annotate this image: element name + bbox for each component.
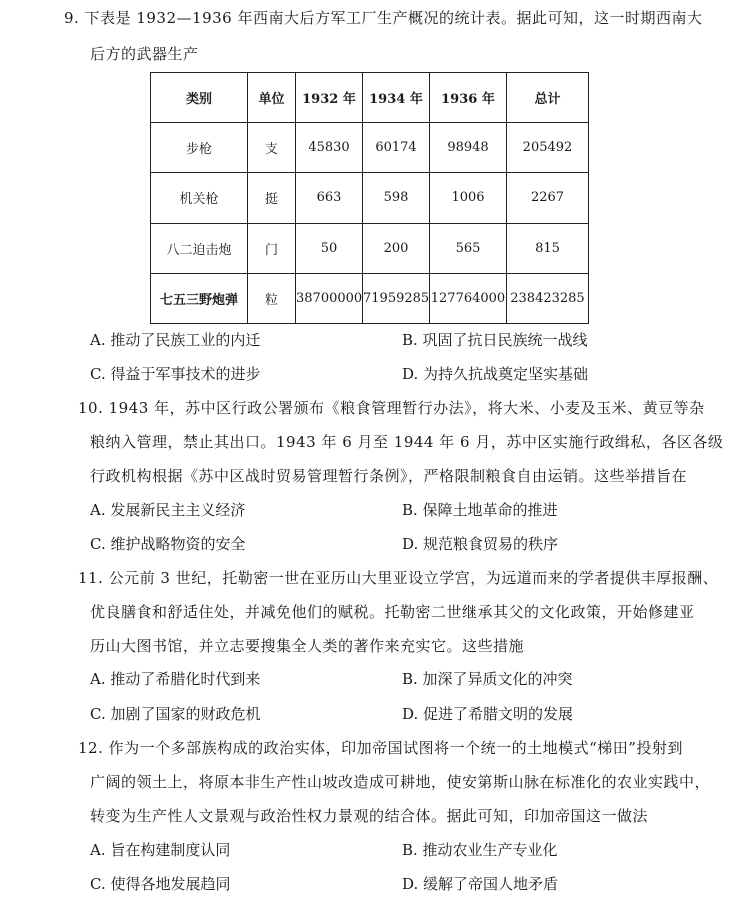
table-header-row [151, 73, 589, 123]
table-cell: 七五三野炮弹 [151, 273, 248, 323]
table-cell: 门 [248, 223, 296, 273]
table-header-cell: 1932 年 [296, 73, 363, 123]
q11-option-b[interactable]: B. 加深了异质文化的冲突 [402, 670, 573, 688]
q9-option-d[interactable]: D. 为持久抗战奠定坚实基础 [402, 365, 589, 383]
table-cell: 205492 [507, 123, 589, 173]
table-cell: 2267 [507, 173, 589, 223]
table-cell: 565 [430, 223, 507, 273]
q10-stem-line3: 行政机构根据《苏中区战时贸易管理暂行条例》，严格限制粮食自由运销。这些举措旨在 [90, 467, 688, 485]
table-cell: 步枪 [151, 123, 248, 173]
q10-option-d[interactable]: D. 规范粮食贸易的秩序 [402, 535, 559, 553]
table-cell: 38700000 [296, 273, 363, 323]
q12-option-b[interactable]: B. 推动农业生产专业化 [402, 841, 558, 859]
table-cell: 238423285 [507, 273, 589, 323]
q11-stem-line3: 历山大图书馆，并立志要搜集全人类的著作来充实它。这些措施 [90, 637, 525, 655]
table-header-cell: 1936 年 [430, 73, 507, 123]
table-cell: 663 [296, 173, 363, 223]
table-cell: 50 [296, 223, 363, 273]
q11-option-c[interactable]: C. 加剧了国家的财政危机 [90, 705, 261, 723]
table-cell: 71959285 [363, 273, 430, 323]
q12-stem-line1: 12. 作为一个多部族构成的政治实体，印加帝国试图将一个统一的土地模式“梯田”投射到 [78, 739, 683, 757]
q10-option-a[interactable]: A. 发展新民主主义经济 [90, 501, 246, 519]
q11-stem-line1: 11. 公元前 3 世纪，托勒密一世在亚历山大里亚设立学宫，为远道而来的学者提供丰厚报酬、 [78, 569, 719, 587]
q9-statistics-table [150, 72, 589, 324]
q12-option-a[interactable]: A. 旨在构建制度认同 [90, 841, 231, 859]
table-row [151, 273, 589, 323]
table-header-cell: 单位 [248, 73, 296, 123]
table-cell: 200 [363, 223, 430, 273]
table-cell: 45830 [296, 123, 363, 173]
table-cell: 支 [248, 123, 296, 173]
q10-option-b[interactable]: B. 保障土地革命的推进 [402, 501, 558, 519]
table-header-cell: 类别 [151, 73, 248, 123]
q10-option-c[interactable]: C. 维护战略物资的安全 [90, 535, 246, 553]
q9-option-a[interactable]: A. 推动了民族工业的内迁 [90, 331, 261, 349]
table-cell: 60174 [363, 123, 430, 173]
q9-stem-line1: 9. 下表是 1932—1936 年西南大后方军工厂生产概况的统计表。据此可知，这一时期西南大 [64, 9, 703, 27]
q12-option-c[interactable]: C. 使得各地发展趋同 [90, 875, 231, 893]
table-cell: 八二迫击炮 [151, 223, 248, 273]
table-cell: 挺 [248, 173, 296, 223]
q9-option-b[interactable]: B. 巩固了抗日民族统一战线 [402, 331, 588, 349]
table-cell: 815 [507, 223, 589, 273]
table-cell: 1006 [430, 173, 507, 223]
table-header-cell: 总计 [507, 73, 589, 123]
table-cell: 98948 [430, 123, 507, 173]
q10-stem-line2: 粮纳入管理，禁止其出口。1943 年 6 月至 1944 年 6 月，苏中区实施行政缉私，各区各级 [90, 433, 724, 451]
table-cell: 598 [363, 173, 430, 223]
table-row [151, 173, 589, 223]
q11-option-d[interactable]: D. 促进了希腊文明的发展 [402, 705, 574, 723]
q12-option-d[interactable]: D. 缓解了帝国人地矛盾 [402, 875, 559, 893]
q9-stem-line2: 后方的武器生产 [90, 45, 199, 63]
table-cell: 127764000 [430, 273, 507, 323]
table-row [151, 123, 589, 173]
q12-stem-line3: 转变为生产性人文景观与政治性权力景观的结合体。据此可知，印加帝国这一做法 [90, 807, 649, 825]
table-row [151, 223, 589, 273]
q12-stem-line2: 广阔的领土上，将原本非生产性山坡改造成可耕地，使安第斯山脉在标准化的农业实践中， [90, 773, 711, 791]
table-cell: 机关枪 [151, 173, 248, 223]
q11-option-a[interactable]: A. 推动了希腊化时代到来 [90, 670, 261, 688]
q11-stem-line2: 优良膳食和舒适住处，并减免他们的赋税。托勒密二世继承其父的文化政策，开始修建亚 [90, 603, 695, 621]
q9-option-c[interactable]: C. 得益于军事技术的进步 [90, 365, 261, 383]
q10-stem-line1: 10. 1943 年，苏中区行政公署颁布《粮食管理暂行办法》，将大米、小麦及玉米、黄豆等杂 [78, 399, 705, 417]
table-header-cell: 1934 年 [363, 73, 430, 123]
table-cell: 粒 [248, 273, 296, 323]
